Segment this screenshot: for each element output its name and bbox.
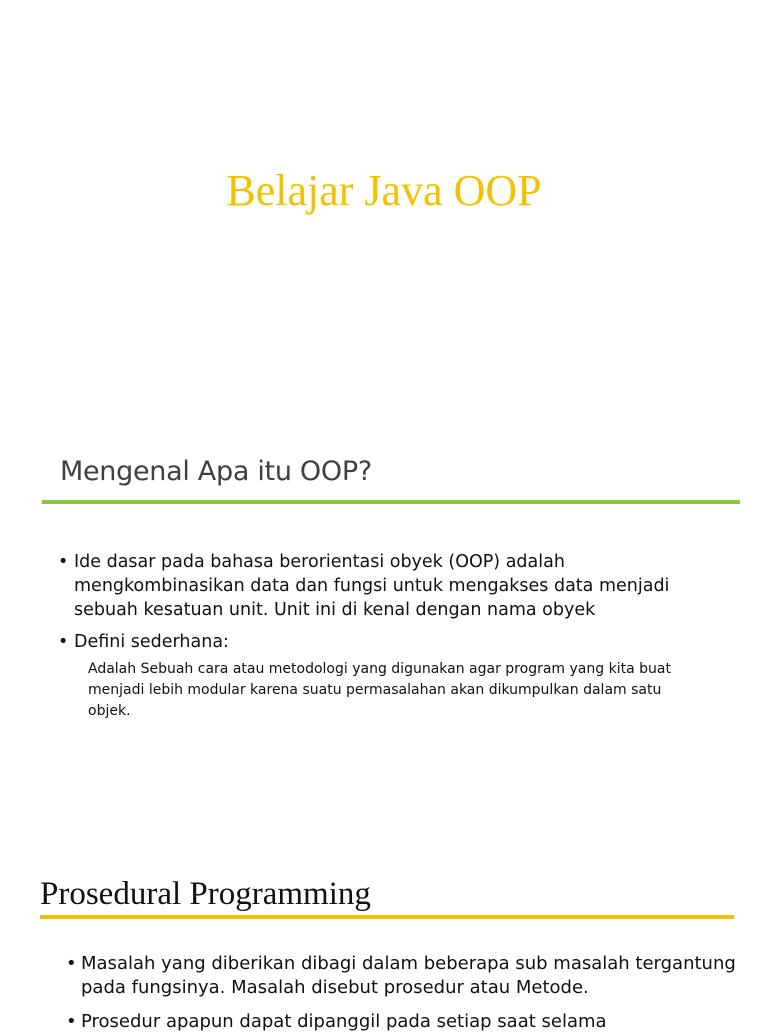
bullet-dot: • [58, 632, 69, 652]
slide-title [0, 0, 768, 420]
slide-title-text: Belajar Java OOP [226, 166, 542, 215]
bullet-text: Ide dasar pada bahasa berorientasi obyek (OOP) adalah mengkombinasikan data dan fungsi untuk mengakses data menjadi sebuah kesatuan unit. Unit ini di kenal dengan nama obyek [74, 552, 670, 620]
bullet-text: Defini sederhana: [74, 632, 229, 652]
bullet-item [66, 1010, 746, 1034]
slide-mengenal-oop [0, 440, 768, 830]
bullet-item [58, 550, 738, 622]
bullet-dot: • [58, 552, 69, 572]
heading-rule-green [42, 500, 740, 504]
slide-heading: Mengenal Apa itu OOP? [60, 456, 372, 487]
bullet-text: Masalah yang diberikan dibagi dalam beberapa sub masalah tergantung pada fungsinya. Masalah disebut prosedur atau Metode. [81, 953, 736, 998]
bullet-text: Prosedur apapun dapat dipanggil pada setiap saat selama [81, 1011, 607, 1032]
slide-prosedural [0, 860, 768, 1032]
bullet-dot: • [66, 953, 77, 974]
bullet-item [58, 630, 738, 654]
bullet-dot: • [66, 1011, 77, 1032]
slide-heading: Prosedural Programming [40, 876, 371, 912]
sub-paragraph: Adalah Sebuah cara atau metodologi yang digunakan agar program yang kita buat menjadi lebih modular karena suatu permasalahan akan dikumpulkan dalam satu objek. [88, 661, 671, 719]
heading-rule-yellow [40, 915, 734, 919]
bullet-item [66, 952, 746, 1000]
